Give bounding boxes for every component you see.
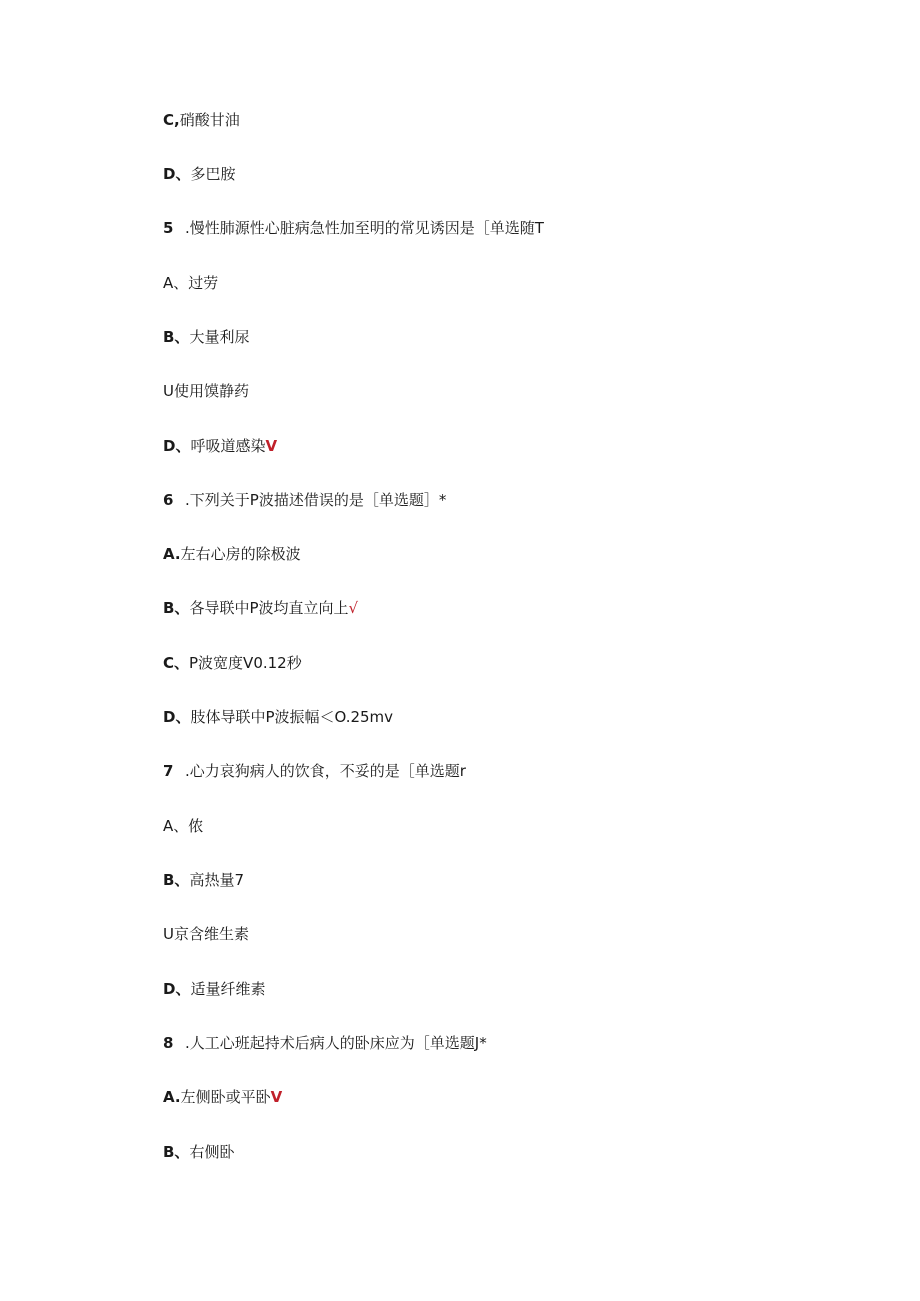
option-prefix: A. xyxy=(163,545,181,563)
option-prefix: C, xyxy=(163,111,180,129)
option-prefix: A、 xyxy=(163,817,189,835)
option-d-q5 xyxy=(163,435,277,457)
option-text: 左侧卧或平卧 xyxy=(180,1088,271,1106)
option-prefix: U xyxy=(163,925,174,943)
correct-answer-mark: V xyxy=(270,1088,283,1106)
question-number: 7 xyxy=(163,762,174,780)
option-prefix: C、 xyxy=(163,654,190,672)
correct-answer-mark: √ xyxy=(348,599,359,617)
question-number: 5 xyxy=(163,219,174,237)
question-6 xyxy=(163,489,446,511)
question-number: 6 xyxy=(163,491,174,509)
option-text: 肢体导联中P波振幅＜O.25mv xyxy=(190,708,394,726)
question-5 xyxy=(163,217,544,239)
option-prefix: D、 xyxy=(163,437,191,455)
option-prefix: B、 xyxy=(163,599,190,617)
option-b-q8 xyxy=(163,1141,234,1163)
option-text: 各导联中P波均直立向上 xyxy=(189,599,349,617)
option-a-q6 xyxy=(163,543,301,565)
option-b-q6 xyxy=(163,597,358,619)
question-text: .心力哀狗病人的饮食，不妥的是［单选题r xyxy=(185,762,466,780)
question-text: .下列关于P波描述借误的是［单选题］* xyxy=(185,491,447,509)
option-a-q8 xyxy=(163,1086,282,1108)
option-d-q4 xyxy=(163,163,235,185)
option-text: 右侧卧 xyxy=(189,1143,235,1161)
option-d-q6 xyxy=(163,706,393,728)
question-text: .慢性肺源性心脏病急性加至明的常见诱因是［单选随T xyxy=(185,219,544,237)
option-c-q4 xyxy=(163,109,240,131)
option-text: 大量利尿 xyxy=(189,328,250,346)
option-text: 硝酸甘油 xyxy=(179,111,240,129)
option-prefix: B、 xyxy=(163,1143,190,1161)
option-text: 适量纤维素 xyxy=(190,980,266,998)
option-text: 多巴胺 xyxy=(190,165,236,183)
option-a-q5 xyxy=(163,272,218,294)
option-b-q5 xyxy=(163,326,249,348)
option-text: 京含维生素 xyxy=(173,925,249,943)
question-7 xyxy=(163,760,466,782)
option-prefix: A、 xyxy=(163,274,189,292)
option-text: 呼吸道感染 xyxy=(190,437,266,455)
option-prefix: D、 xyxy=(163,165,191,183)
option-text: 过劳 xyxy=(188,274,219,292)
option-text: 侬 xyxy=(188,817,204,835)
question-8 xyxy=(163,1032,487,1054)
option-text: 高热量7 xyxy=(189,871,244,889)
question-number: 8 xyxy=(163,1034,174,1052)
option-prefix: A. xyxy=(163,1088,181,1106)
option-d-q7 xyxy=(163,978,265,1000)
option-prefix: B、 xyxy=(163,871,190,889)
option-prefix: D、 xyxy=(163,708,191,726)
option-c-q7 xyxy=(163,923,249,945)
option-text: P波宽度V0.12秒 xyxy=(189,654,302,672)
option-c-q5 xyxy=(163,380,249,402)
option-prefix: D、 xyxy=(163,980,191,998)
option-text: 使用馍静药 xyxy=(173,382,249,400)
option-prefix: U xyxy=(163,382,174,400)
option-b-q7 xyxy=(163,869,244,891)
option-text: 左右心房的除极波 xyxy=(180,545,301,563)
option-a-q7 xyxy=(163,815,203,837)
correct-answer-mark: V xyxy=(265,437,278,455)
question-text: .人工心班起持术后病人的卧床应为［单选题J* xyxy=(185,1034,487,1052)
option-c-q6 xyxy=(163,652,302,674)
option-prefix: B、 xyxy=(163,328,190,346)
